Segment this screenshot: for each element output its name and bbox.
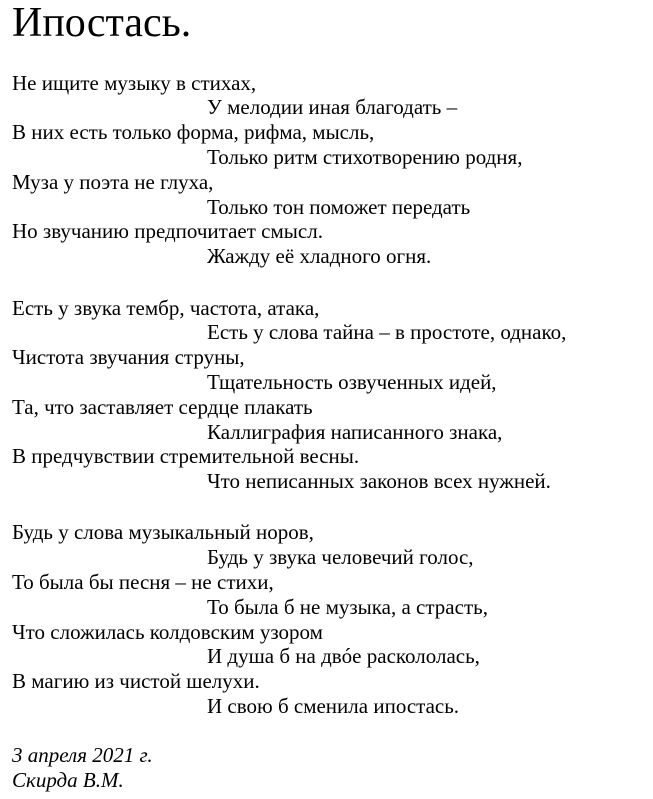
poem-line: Чистота звучания струны,	[12, 345, 245, 369]
poem-line: В предчувствии стремительной весны.	[12, 444, 360, 468]
poem-author: Скирда В.М.	[12, 768, 124, 792]
poem-line: Только тон поможет передать	[207, 195, 471, 219]
poem-line: Только ритм стихотворению родня,	[207, 145, 523, 169]
poem-line: Что неписанных законов всех нужней.	[207, 469, 551, 493]
poem-date: 3 апреля 2021 г.	[12, 743, 153, 767]
poem-line: То была б не музыка, а страсть,	[207, 595, 488, 619]
poem-line: Каллиграфия написанного знака,	[207, 420, 503, 444]
poem-line: И свою б сменила ипостась.	[207, 694, 460, 718]
poem-line: Что сложилась колдовским узором	[12, 620, 323, 644]
poem-line: И душа б на двóе раскололась,	[207, 644, 480, 668]
poem-line: У мелодии иная благодать –	[207, 95, 458, 119]
poem-line: Тщательность озвученных идей,	[207, 370, 497, 394]
poem-line: В магию из чистой шелухи.	[12, 669, 260, 693]
poem-line: Будь у слова музыкальный норов,	[12, 520, 314, 544]
poem-line: Та, что заставляет сердце плакать	[12, 395, 313, 419]
poem-title: Ипостась.	[12, 0, 192, 46]
poem-line: В них есть только форма, рифма, мысль,	[12, 120, 375, 144]
poem-line: Есть у слова тайна – в простоте, однако,	[207, 320, 567, 344]
poem-line: То была бы песня – не стихи,	[12, 570, 274, 594]
poem-line: Будь у звука человечий голос,	[207, 545, 474, 569]
poem-line: Есть у звука тембр, частота, атака,	[12, 296, 320, 320]
poem-line: Муза у поэта не глуха,	[12, 170, 214, 194]
poem-line: Но звучанию предпочитает смысл.	[12, 219, 323, 243]
poem-line: Не ищите музыку в стихах,	[12, 71, 257, 95]
poem-line: Жажду её хладного огня.	[207, 244, 432, 268]
